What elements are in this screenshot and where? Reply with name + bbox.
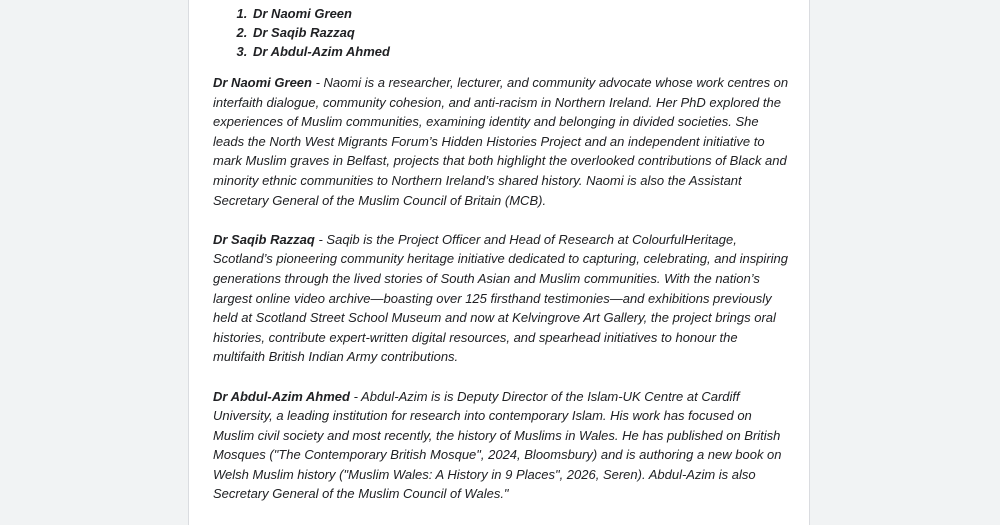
bio-text: - Saqib is the Project Officer and Head of Research at ColourfulHeritage, Scotland’s pioneering community heritage initiative dedicated to capturing, celebrating, and inspiring generations through the lived stories of South Asian and Muslim communities. With the nation’s largest online video archive—boasting over 125 firsthand testimonies—and exhibitions previously held at Scotland Street School Museum and now at Kelvingrove Art Gallery, the project brings oral histories, contribute expert-written digital resources, and spearhead initiatives to honour the multifaith British Indian Army contributions. (213, 231, 788, 365)
document-page (188, 0, 810, 525)
document-body (213, 4, 791, 524)
bio-name: Dr Saqib Razzaq (213, 231, 315, 247)
bio-paragraph-saqib-razzaq (213, 230, 791, 367)
bio-text: - Naomi is a researcher, lecturer, and community advocate whose work centres on interfaith dialogue, community cohesion, and anti-racism in Northern Ireland. Her PhD explored the experiences of Muslim communities, examining identity and belonging in divided societies. She leads the North West Migrants Forum’s Hidden Histories Project and an independent initiative to mark Muslim graves in Belfast, projects that both highlight the overlooked contributions of Black and minority ethnic communities to Northern Ireland’s shared history. Naomi is also the Assistant Secretary General of the Muslim Council of Britain (MCB). (213, 75, 789, 208)
list-item: 2. Dr Saqib Razzaq (251, 23, 791, 42)
bio-paragraph-abdul-azim-ahmed (213, 387, 791, 505)
speakers-list (213, 4, 791, 61)
list-item: 1. Dr Naomi Green (251, 4, 791, 23)
list-item: 3. Dr Abdul-Azim Ahmed (251, 42, 791, 61)
bio-name: Dr Abdul-Azim Ahmed (213, 388, 350, 404)
bio-text: - Abdul-Azim is is Deputy Director of the Islam-UK Centre at Cardiff University, a leading institution for research into contemporary Islam. His work has focused on Muslim civil society and most recently, the history of Muslims in Wales. He has published on British Mosques ("The Contemporary British Mosque", 2024, Bloomsbury) and is authoring a new book on Welsh Muslim history ("Muslim Wales: A History in 9 Places", 2026, Seren). Abdul-Azim is also Secretary General of the Muslim Council of Wales." (213, 388, 782, 502)
bio-paragraph-naomi-green (213, 73, 791, 210)
bio-name: Dr Naomi Green (213, 75, 312, 90)
